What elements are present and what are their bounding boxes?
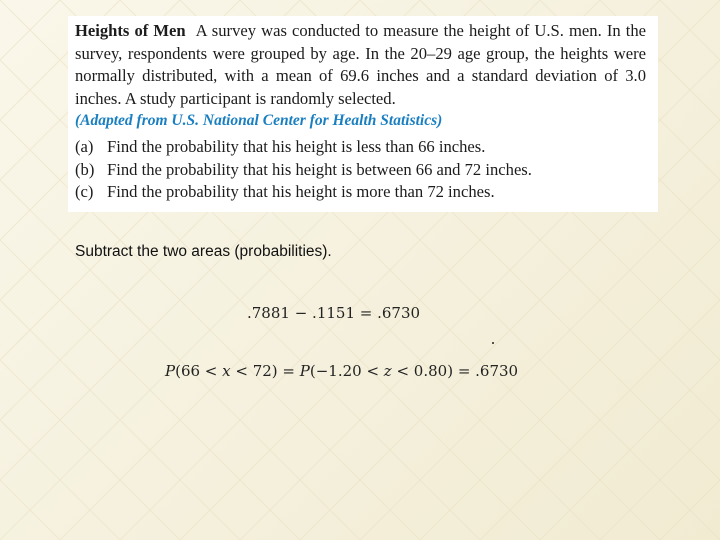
problem-title: Heights of Men bbox=[75, 21, 186, 40]
problem-body: A survey was conducted to measure the height of U.S. men. In the survey, respondents were grouped by age. In the 20–29 age group, the heights were normally distributed, with a mean of 69.6 inches and a standard deviation of 3.0 inches. A study participant is randomly selected. bbox=[75, 21, 646, 108]
part-text: Find the probability that his height is more than 72 inches. bbox=[107, 182, 495, 202]
prob-suffix: < 0.80) = .6730 bbox=[391, 362, 519, 380]
stray-dot bbox=[492, 342, 494, 344]
part-text: Find the probability that his height is less than 66 inches. bbox=[107, 136, 486, 156]
prob-symbol-2: P bbox=[299, 362, 310, 380]
part-label: (a) bbox=[75, 136, 94, 156]
probability-equation bbox=[165, 362, 518, 380]
question-part-b bbox=[75, 159, 646, 182]
problem-paragraph bbox=[75, 20, 646, 110]
prob-middle: < 72) = bbox=[230, 362, 300, 380]
part-label: (b) bbox=[75, 159, 95, 179]
variable-z: z bbox=[383, 362, 392, 380]
instruction-text: Subtract the two areas (probabilities). bbox=[75, 243, 332, 260]
variable-x: x bbox=[222, 362, 231, 380]
prob-z-range: (−1.20 < bbox=[309, 362, 384, 380]
prob-prefix: (66 < bbox=[175, 362, 223, 380]
prob-symbol: P bbox=[165, 362, 176, 380]
source-citation: (Adapted from U.S. National Center for Health Statistics) bbox=[75, 112, 443, 130]
part-text: Find the probability that his height is between 66 and 72 inches. bbox=[107, 159, 532, 179]
difference-equation: .7881 − .1151 = .6730 bbox=[247, 304, 421, 322]
part-label: (c) bbox=[75, 182, 94, 202]
question-part-c bbox=[75, 181, 646, 204]
problem-statement-box bbox=[68, 16, 658, 212]
question-part-a bbox=[75, 136, 646, 159]
question-parts bbox=[75, 136, 646, 204]
